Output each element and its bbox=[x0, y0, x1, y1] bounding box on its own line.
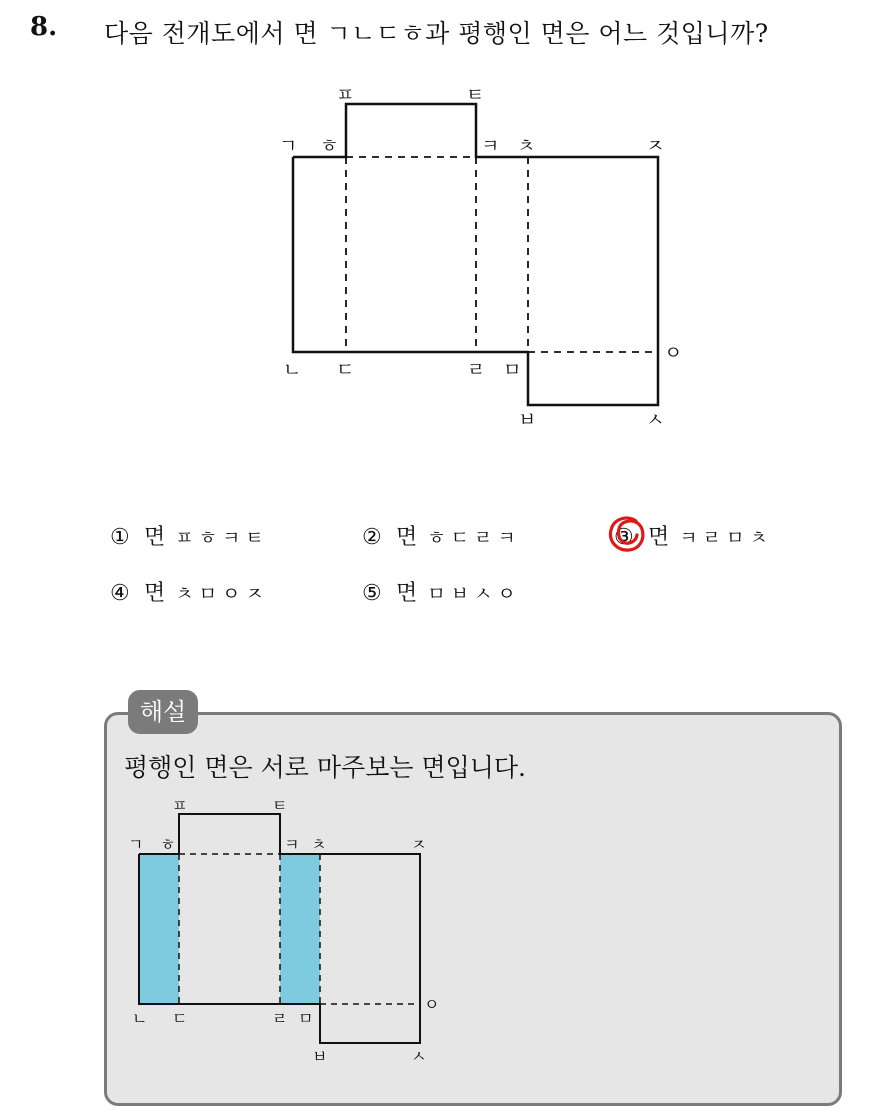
vertex-label-t: ㅌ bbox=[466, 84, 485, 106]
highlight-face-ghdn bbox=[139, 854, 179, 1004]
question-number: 8. bbox=[30, 12, 58, 42]
vertex-label-p: ㅍ bbox=[336, 84, 355, 106]
vertex-label-g: ㄱ bbox=[279, 135, 298, 157]
vertex-label-j: ㅈ bbox=[411, 835, 427, 854]
explanation-tag: 해설 bbox=[128, 690, 198, 734]
vertex-label-m: ㅁ bbox=[298, 1009, 314, 1028]
vertex-label-n: ㄴ bbox=[283, 359, 302, 381]
vertex-label-r: ㄹ bbox=[467, 359, 486, 381]
vertex-label-s: ㅅ bbox=[646, 409, 665, 431]
vertex-label-o: ㅇ bbox=[424, 995, 440, 1014]
vertex-label-d: ㄷ bbox=[336, 359, 355, 381]
vertex-label-n: ㄴ bbox=[132, 1009, 148, 1028]
vertex-label-ch: ㅊ bbox=[311, 835, 327, 854]
choice-4[interactable]: ④ 면 ㅊㅁㅇㅈ bbox=[110, 581, 269, 606]
vertex-label-b: ㅂ bbox=[518, 409, 537, 431]
vertex-label-s: ㅅ bbox=[411, 1047, 427, 1066]
vertex-label-ch: ㅊ bbox=[517, 135, 536, 157]
vertex-label-t: ㅌ bbox=[272, 796, 288, 815]
vertex-label-b: ㅂ bbox=[312, 1047, 328, 1066]
choice-5[interactable]: ⑤ 면 ㅁㅂㅅㅇ bbox=[362, 581, 521, 606]
vertex-label-r: ㄹ bbox=[272, 1009, 288, 1028]
vertex-label-o: ㅇ bbox=[664, 342, 683, 364]
highlight-face-kchmr bbox=[280, 854, 320, 1004]
vertex-label-g: ㄱ bbox=[128, 835, 144, 854]
vertex-label-h: ㅎ bbox=[320, 135, 339, 157]
choice-3[interactable]: ③ 면 ㅋㄹㅁㅊ bbox=[614, 525, 773, 550]
explanation-text: 평행인 면은 서로 마주보는 면입니다. bbox=[124, 753, 526, 782]
vertex-label-d: ㄷ bbox=[172, 1009, 188, 1028]
vertex-label-k: ㅋ bbox=[481, 135, 500, 157]
choice-2[interactable]: ② 면 ㅎㄷㄹㅋ bbox=[362, 525, 521, 550]
vertex-label-p: ㅍ bbox=[172, 796, 188, 815]
question-text: 다음 전개도에서 면 ㄱㄴㄷㅎ과 평행인 면은 어느 것입니까? bbox=[104, 19, 769, 48]
vertex-label-k: ㅋ bbox=[284, 835, 300, 854]
vertex-label-h: ㅎ bbox=[160, 835, 176, 854]
vertex-label-m: ㅁ bbox=[503, 359, 522, 381]
choice-1[interactable]: ① 면 ㅍㅎㅋㅌ bbox=[110, 525, 269, 550]
vertex-label-j: ㅈ bbox=[646, 135, 665, 157]
